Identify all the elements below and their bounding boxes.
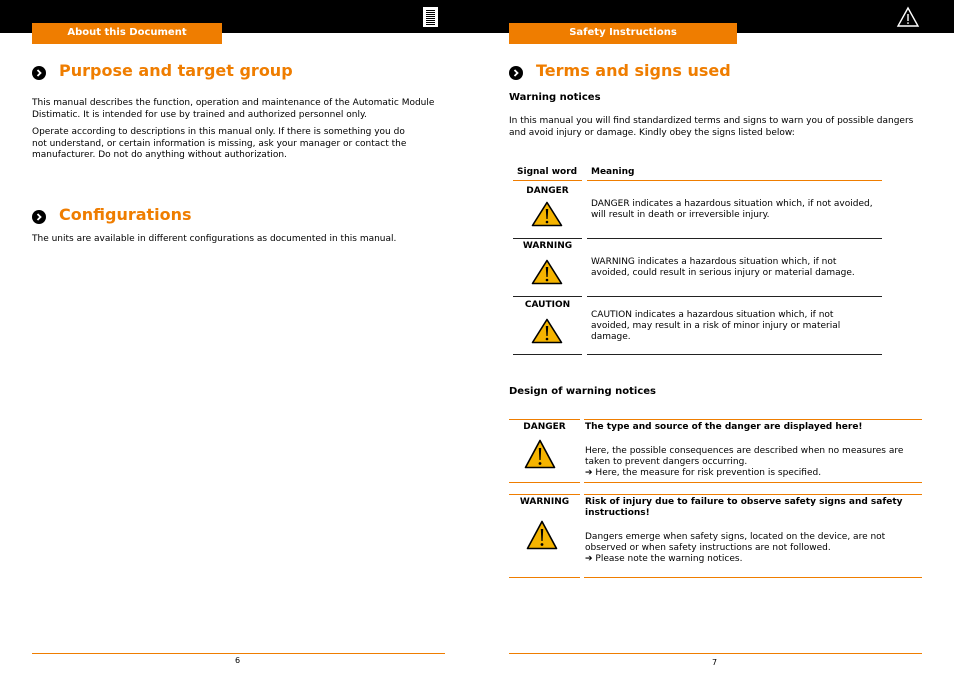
notice-rule (509, 419, 580, 420)
heading-configurations: Configurations (59, 205, 192, 224)
notice-rule (509, 482, 580, 483)
warning-triangle-icon (524, 439, 556, 469)
footer-rule (32, 653, 445, 654)
meaning-warning: WARNING indicates a hazardous situation which, if not avoided, could result in serious injury or material damage. (591, 257, 855, 278)
notice-rule (584, 482, 922, 483)
column-header-signal-word: Signal word (517, 167, 578, 177)
section-tab-about[interactable]: About this Document (32, 23, 222, 44)
arrow-right-icon: ➔ (585, 468, 593, 478)
chevron-bullet-icon (509, 66, 523, 80)
notice-rule (509, 494, 580, 495)
heading-purpose: Purpose and target group (59, 61, 293, 80)
intro-paragraph: In this manual you will find standardized terms and signs to warn you of possible dangers and avoid injury or damage. Kindly obey the signs listed below: (509, 116, 914, 138)
arrow-right-icon: ➔ (585, 554, 593, 564)
warning-triangle-icon (531, 259, 563, 285)
table-rule (513, 296, 582, 297)
heading-terms-signs: Terms and signs used (536, 61, 731, 80)
table-rule (587, 238, 882, 239)
table-rule (513, 180, 582, 181)
subheading-design-warning-notices: Design of warning notices (509, 386, 657, 397)
table-rule (513, 354, 582, 355)
table-rule (587, 296, 882, 297)
purpose-paragraph-2: Operate according to descriptions in this manual only. If there is something you do not understand, or certain information is missing, ask your manager or contact the manufacturer. Do not do anything without authorization. (32, 127, 407, 160)
meaning-caution: CAUTION indicates a hazardous situation which, if not avoided, may result in a risk of minor injury or material damage. (591, 310, 841, 342)
warning-triangle-icon (526, 520, 558, 550)
page-number-right: 7 (712, 658, 718, 667)
page-number-left: 6 (235, 656, 241, 665)
notice-body-danger: Here, the possible consequences are described when no measures are taken to prevent dangers occurring. ➔ Here, the measure for risk prevention is specified. (585, 446, 904, 478)
table-rule (587, 180, 882, 181)
chevron-bullet-icon (32, 66, 46, 80)
footer-rule (509, 653, 922, 654)
notice-signal-danger: DANGER (523, 422, 566, 432)
signal-word-caution: CAUTION (524, 300, 571, 310)
section-tab-safety[interactable]: Safety Instructions (509, 23, 737, 44)
notice-rule (509, 577, 580, 578)
warning-triangle-icon (896, 6, 920, 28)
subheading-warning-notices: Warning notices (509, 92, 601, 103)
notice-signal-warning: WARNING (519, 497, 570, 507)
notice-title-danger: The type and source of the danger are displayed here! (585, 422, 863, 432)
warning-triangle-icon (531, 201, 563, 227)
notice-title-warning: Risk of injury due to failure to observe safety signs and safety instructions! (585, 497, 903, 518)
notice-rule (584, 494, 922, 495)
chevron-bullet-icon (32, 210, 46, 224)
notice-rule (584, 577, 922, 578)
notice-body-warning: Dangers emerge when safety signs, located on the device, are not observed or when safety instructions are not followed. ➔ Please note the warning notices. (585, 532, 886, 564)
signal-word-warning: WARNING (522, 241, 573, 251)
warning-triangle-icon (531, 318, 563, 344)
column-header-meaning: Meaning (591, 167, 635, 177)
document-icon (423, 7, 438, 27)
notice-rule (584, 419, 922, 420)
purpose-paragraph-1: This manual describes the function, operation and maintenance of the Automatic Module Distimatic. It is intended for use by trained and authorized personnel only. (32, 98, 435, 120)
configurations-text: The units are available in different configurations as documented in this manual. (32, 234, 397, 244)
signal-word-danger: DANGER (526, 186, 569, 196)
table-rule (587, 354, 882, 355)
table-rule (513, 238, 582, 239)
meaning-danger: DANGER indicates a hazardous situation which, if not avoided, will result in death or irreversible injury. (591, 199, 873, 220)
